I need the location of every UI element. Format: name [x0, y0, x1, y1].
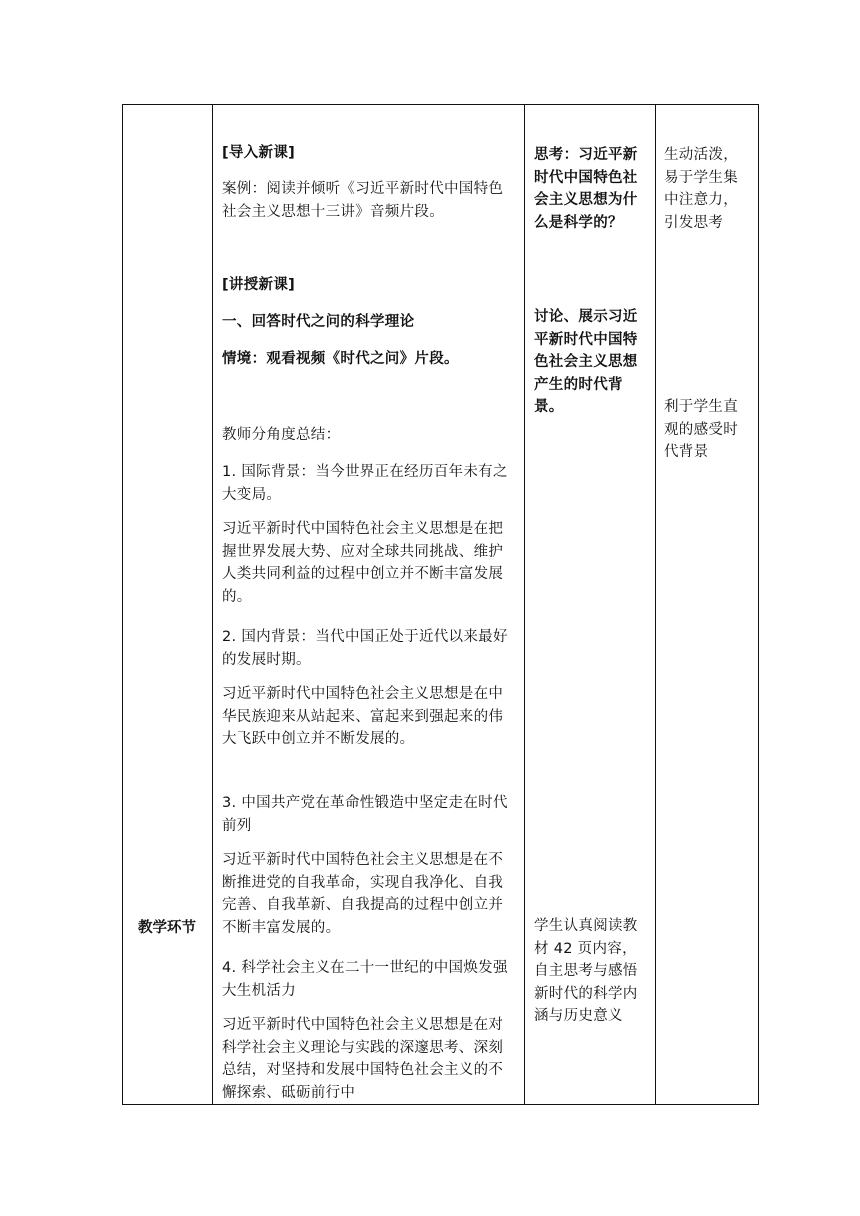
- student-discuss: 讨论、展示习近平新时代中国特色社会主义思想产生的时代背景。: [534, 309, 638, 415]
- section-one-title: 一、回答时代之问的科学理论: [222, 314, 415, 330]
- point4-body: 习近平新时代中国特色社会主义思想是在对科学社会主义理论与实践的深邃思考、深刻总结，对坚持和发展中国特色社会主义的不懈探索、砥砺前行中: [222, 1017, 504, 1101]
- design-intent-1: 生动活泼，易于学生集中注意力，引发思考: [664, 147, 738, 231]
- section-label-cell: [122, 104, 212, 1104]
- point1-title: 1. 国际背景：当今世界正在经历百年未有之大变局。: [222, 464, 508, 503]
- point3-title: 3. 中国共产党在革命性锻造中坚定走在时代前列: [222, 795, 508, 834]
- student-activity-cell: [524, 104, 655, 1104]
- point2-body: 习近平新时代中国特色社会主义思想是在中华民族迎来从站起来、富起来到强起来的伟大飞跃中创立并不断发展的。: [222, 686, 504, 747]
- student-think: 思考：习近平新时代中国特色社会主义思想为什么是科学的？: [534, 147, 638, 231]
- table-border-bottom: [122, 1104, 759, 1105]
- design-intent-cell: [655, 104, 758, 1104]
- design-intent-2: 利于学生直观的感受时代背景: [664, 399, 738, 460]
- case-text: 案例：阅读并倾听《习近平新时代中国特色社会主义思想十三讲》音频片段。: [222, 181, 504, 220]
- heading-new: [讲授新课]: [222, 277, 296, 293]
- teacher-activity-cell: [212, 104, 524, 1104]
- point2-title: 2. 国内背景：当代中国正处于近代以来最好的发展时期。: [222, 629, 508, 668]
- heading-intro: [导入新课]: [222, 145, 296, 161]
- section-label: 教学环节: [138, 920, 196, 936]
- teacher-summary: 教师分角度总结：: [222, 427, 341, 443]
- point3-body: 习近平新时代中国特色社会主义思想是在不断推进党的自我革命，实现自我净化、自我完善、自我革新、自我提高的过程中创立并不断丰富发展的。: [222, 852, 504, 936]
- table-border-right: [758, 104, 759, 1105]
- point1-body: 习近平新时代中国特色社会主义思想是在把握世界发展大势、应对全球共同挑战、维护人类共同利益的过程中创立并不断丰富发展的。: [222, 521, 504, 605]
- situation-text: 情境：观看视频《时代之问》片段。: [222, 351, 459, 367]
- student-read: 学生认真阅读教材 42 页内容，自主思考与感悟新时代的科学内涵与历史意义: [534, 918, 638, 1024]
- point4-title: 4. 科学社会主义在二十一世纪的中国焕发强大生机活力: [222, 960, 508, 999]
